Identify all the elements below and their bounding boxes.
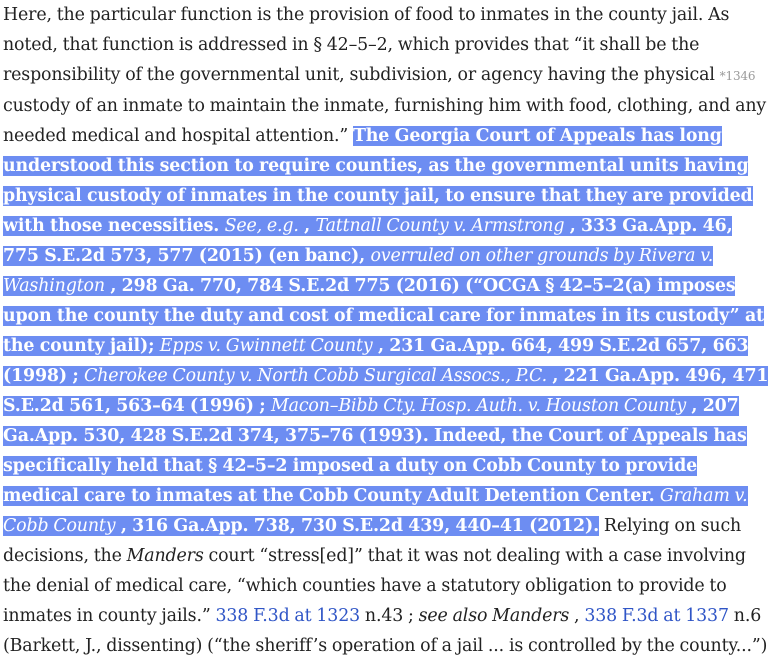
- cut-off-line: dissenting) (“the sheriff’s operation of a jail ... is controlled by the county...”): [106, 636, 768, 656]
- signal-see-eg: See, e.g.: [224, 216, 299, 236]
- star-page-marker: *1346: [719, 69, 756, 83]
- text-run: ,: [298, 216, 316, 236]
- case-name-macon-bibb: Macon–Bibb Cty. Hosp. Auth. v. Houston County: [270, 396, 687, 416]
- citation-text: , 231 Ga.App. 664, 499 S.E.2d 657, 663 (1998) ;: [3, 336, 749, 386]
- citation-text: , 316 Ga.App. 738, 730 S.E.2d 439, 440–41 (2012).: [115, 516, 599, 536]
- text-run: n.43 ;: [360, 606, 419, 626]
- text-run: custody of an inmate to maintain the inmate, furnishing him with food, clothing, and any needed medical and hospital attention.”: [3, 96, 767, 146]
- citation-link-1337[interactable]: 338 F.3d at 1337: [584, 606, 729, 626]
- case-name-overruled: overruled on other grounds by Rivera v. Washington: [3, 246, 714, 296]
- case-name-cherokee: Cherokee County v. North Cobb Surgical Assocs., P.C.: [84, 366, 547, 386]
- text-run: n.6 (Barkett, J.,: [3, 606, 762, 656]
- case-name-tattnall: Tattnall County v. Armstrong: [315, 216, 565, 236]
- signal-see-also-manders: see also Manders: [418, 606, 570, 626]
- citation-text: , 298 Ga. 770, 784 S.E.2d 775 (2016) (“OCGA § 42–5–2(a) imposes upon the county the duty and cost of medical care for inmates in its custody” at the county jail);: [3, 276, 764, 356]
- case-name-graham: Graham v. Cobb County: [3, 486, 748, 536]
- selected-text[interactable]: [3, 126, 768, 536]
- case-name-manders: Manders: [126, 546, 204, 566]
- text-run: Here, the particular function is the provision of food to inmates in the county jail. As noted, that function is addressed in § 42–5–2, which provides that “it shall be the responsibility of the governmental unit, subdivision, or agency having the physical: [3, 5, 730, 85]
- case-name-epps: Epps v. Gwinnett County: [159, 336, 373, 356]
- text-run: Relying on such decisions, the: [3, 516, 742, 566]
- citation-text: , 207 Ga.App. 530, 428 S.E.2d 374, 375–76 (1993). Indeed, the Court of Appeals has specifically held that § 42–5–2 imposed a duty on Cobb County to provide medical care to inmates at the Cobb County Adult Detention Center.: [3, 396, 747, 506]
- citation-text: , 221 Ga.App. 496, 471 S.E.2d 561, 563–64 (1996) ;: [3, 366, 769, 416]
- opinion-paragraph: [3, 0, 769, 661]
- text-run: court “stress[ed]” that it was not dealing with a case involving the denial of medical care, “which counties have a statutory obligation to provide to inmates in county jails.”: [3, 546, 746, 626]
- citation-text: , 333 Ga.App. 46, 775 S.E.2d 573, 577 (2015) (en banc),: [3, 216, 733, 266]
- text-run: ,: [569, 606, 585, 626]
- selected-sentence: The Georgia Court of Appeals has long understood this section to require counties, as the governmental units having physical custody of inmates in the county jail, to ensure that they are provided with those necessities.: [3, 126, 753, 236]
- citation-link-1323[interactable]: 338 F.3d at 1323: [215, 606, 361, 626]
